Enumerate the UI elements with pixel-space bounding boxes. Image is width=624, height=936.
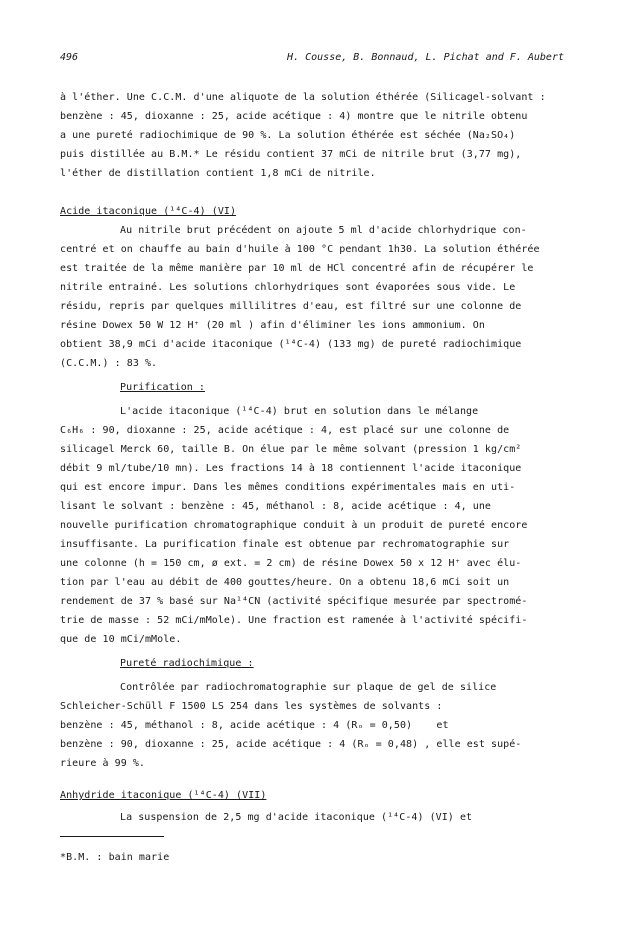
subheading-purification (120, 382, 205, 394)
text-line: trie de masse : 52 mCi/mMole). Une fraction est ramenée à l'activité spécifi- (60, 615, 528, 626)
running-header-authors: H. Cousse, B. Bonnaud, L. Pichat and F. Aubert (287, 52, 564, 63)
text-line: à l'éther. Une C.C.M. d'une aliquote de la solution éthérée (Silicagel-solvant : (60, 92, 546, 103)
text-line: nouvelle purification chromatographique conduit à un produit de pureté encore (60, 520, 528, 531)
section-heading-anhydride-itaconique: Anhydride itaconique (¹⁴C-4) (VII) (60, 790, 267, 801)
text-line: l'éther de distillation contient 1,8 mCi de nitrile. (60, 168, 376, 179)
text-line: La suspension de 2,5 mg d'acide itaconique (¹⁴C-4) (VI) et (120, 812, 473, 823)
text-line: silicagel Merck 60, taille B. On élue par le même solvant (pression 1 kg/cm² (60, 444, 522, 455)
text-line: nitrile entrainé. Les solutions chlorhydriques sont évaporées sous vide. Le (60, 282, 516, 293)
text-line: Schleicher-Schüll F 1500 LS 254 dans les systèmes de solvants : (60, 701, 443, 712)
text-line: qui est encore impur. Dans les mêmes conditions expérimentales mais en uti- (60, 482, 516, 493)
footnote-rule (60, 836, 164, 837)
text-line: insuffisante. La purification finale est obtenue par rechromatographie sur (60, 539, 510, 550)
text-line: L'acide itaconique (¹⁴C-4) brut en solution dans le mélange (120, 406, 479, 417)
text-line: tion par l'eau au débit de 400 gouttes/heure. On a obtenu 18,6 mCi soit un (60, 577, 510, 588)
text-line: une colonne (h = 150 cm, ø ext. = 2 cm) de résine Dowex 50 x 12 H⁺ avec élu- (60, 558, 522, 569)
section-heading-acide-itaconique: Acide itaconique (¹⁴C-4) (VI) (60, 206, 237, 217)
text-line: débit 9 ml/tube/10 mn). Les fractions 14 à 18 contiennent l'acide itaconique (60, 463, 522, 474)
text-line: obtient 38,9 mCi d'acide itaconique (¹⁴C-4) (133 mg) de pureté radiochimique (60, 339, 522, 350)
text-line: résidu, repris par quelques millilitres d'eau, est filtré sur une colonne de (60, 301, 522, 312)
text-line: centré et on chauffe au bain d'huile à 100 °C pendant 1h30. La solution éthérée (60, 244, 540, 255)
text-line: benzène : 45, dioxanne : 25, acide acétique : 4) montre que le nitrile obtenu (60, 111, 528, 122)
text-line: benzène : 90, dioxanne : 25, acide acétique : 4 (Rₒ = 0,48) , elle est supé- (60, 739, 522, 750)
subheading-text: Pureté radiochimique : (120, 658, 254, 669)
text-line: puis distillée au B.M.* Le résidu contient 37 mCi de nitrile brut (3,77 mg), (60, 149, 522, 160)
text-line: rieure à 99 %. (60, 758, 145, 769)
text-line: rendement de 37 % basé sur Na¹⁴CN (activité spécifique mesurée par spectromé- (60, 596, 528, 607)
text-line: lisant le solvant : benzène : 45, méthanol : 8, acide acétique : 4, une (60, 501, 492, 512)
text-line: Au nitrile brut précédent on ajoute 5 ml d'acide chlorhydrique con- (120, 225, 527, 236)
subheading-text: Purification : (120, 382, 205, 393)
footnote: *B.M. : bain marie (60, 852, 170, 863)
text-line: a une pureté radiochimique de 90 %. La solution éthérée est séchée (Na₂SO₄) (60, 130, 516, 141)
page-number: 496 (60, 52, 79, 63)
text-line: est traitée de la même manière par 10 ml de HCl concentré afin de récupérer le (60, 263, 534, 274)
text-line: C₆H₆ : 90, dioxanne : 25, acide acétique : 4, est placé sur une colonne de (60, 425, 510, 436)
text-line: benzène : 45, méthanol : 8, acide acétique : 4 (Rₒ = 0,50) et (60, 720, 449, 731)
text-line: que de 10 mCi/mMole. (60, 634, 182, 645)
subheading-purete (120, 658, 254, 670)
text-line: résine Dowex 50 W 12 H⁺ (20 ml ) afin d'éliminer les ions ammonium. On (60, 320, 485, 331)
text-line: (C.C.M.) : 83 %. (60, 358, 158, 369)
text-line: Contrôlée par radiochromatographie sur plaque de gel de silice (120, 682, 497, 693)
